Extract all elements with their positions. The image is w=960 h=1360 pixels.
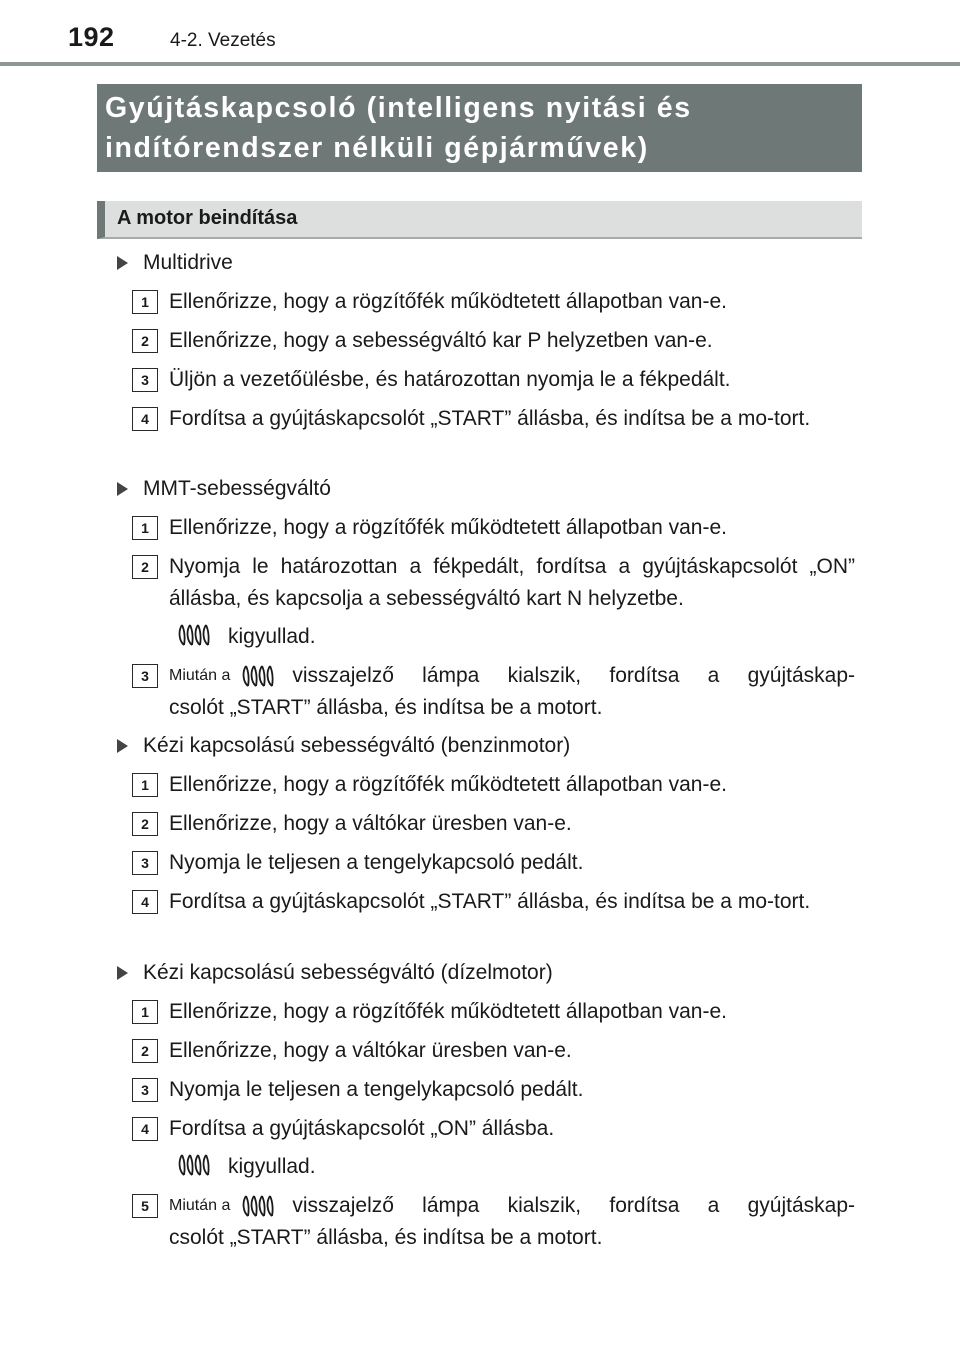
indicator-note: kigyullad. [172,1151,316,1183]
triangle-bullet-icon [117,256,128,270]
step-number-badge: 4 [132,407,158,431]
step-number-badge: 5 [132,1194,158,1218]
glow-plug-indicator-icon [172,622,220,648]
step-number-badge: 3 [132,1078,158,1102]
subheading-bar [97,201,862,239]
step-text: Ellenőrizze, hogy a rögzítőfék működtetett állapotban van-e. [169,516,727,539]
step-text: Nyomja le határozottan a fékpedált, fordítsa a gyújtáskapcsolót „ON” állásba, és kapcsolja a sebességváltó kart N helyzetbe. [169,555,855,610]
step-text: Nyomja le teljesen a tengelykapcsoló pedált. [169,1078,584,1101]
step-text-line: Miután a visszajelző lámpa kialszik, fordítsa a gyújtáskap- [169,664,855,687]
subheading: A motor beindítása [117,207,298,229]
step-text-continued: csolót „START” állásba, és indítsa be a motort. [169,696,603,719]
page-header [0,0,960,64]
step-number-badge: 2 [132,329,158,353]
step-number-badge: 3 [132,664,158,688]
section-heading-manual-petrol: Kézi kapcsolású sebességváltó (benzinmotor) [117,730,570,762]
step-text: Fordítsa a gyújtáskapcsolót „START” állásba, és indítsa be a mo-tort. [169,890,811,913]
step-text: Nyomja le teljesen a tengelykapcsoló pedált. [169,851,584,874]
triangle-bullet-icon [117,482,128,496]
step-text: Fordítsa a gyújtáskapcsolót „ON” állásba. [169,1117,555,1140]
step-text: Ellenőrizze, hogy a rögzítőfék működtetett állapotban van-e. [169,1000,727,1023]
step-number-badge: 1 [132,516,158,540]
step-text: Ellenőrizze, hogy a váltókar üresben van-e. [169,812,572,835]
step-number-badge: 1 [132,773,158,797]
triangle-bullet-icon [117,966,128,980]
indicator-note: kigyullad. [172,621,316,653]
step-text: Üljön a vezetőülésbe, és határozottan nyomja le a fékpedált. [169,368,731,391]
section-heading-mmt: MMT-sebességváltó [117,473,331,505]
step-number-badge: 4 [132,890,158,914]
step-number-badge: 1 [132,1000,158,1024]
glow-plug-indicator-icon [172,1152,220,1178]
section-label: 4-2. Vezetés [170,30,276,51]
title-line-2: indítórendszer nélküli gépjárművek) [105,132,649,164]
step-text: Ellenőrizze, hogy a rögzítőfék működtetett állapotban van-e. [169,290,727,313]
step-text-continued: csolót „START” állásba, és indítsa be a motort. [169,1226,603,1249]
section-heading-multidrive: Multidrive [117,247,233,279]
page-number: 192 [68,22,115,52]
title-line-1: Gyújtáskapcsoló (intelligens nyitási és [105,92,692,124]
step-text-line: Miután a visszajelző lámpa kialszik, fordítsa a gyújtáskap- [169,1194,855,1217]
step-number-badge: 2 [132,812,158,836]
step-number-badge: 3 [132,368,158,392]
step-number-badge: 4 [132,1117,158,1141]
step-number-badge: 3 [132,851,158,875]
triangle-bullet-icon [117,739,128,753]
step-number-badge: 2 [132,555,158,579]
step-number-badge: 2 [132,1039,158,1063]
step-text: Ellenőrizze, hogy a rögzítőfék működtetett állapotban van-e. [169,773,727,796]
step-text: Fordítsa a gyújtáskapcsolót „START” állásba, és indítsa be a mo-tort. [169,407,811,430]
header-rule [0,62,960,66]
page-title [97,84,862,172]
step-number-badge: 1 [132,290,158,314]
glow-plug-indicator-icon [236,663,284,689]
section-heading-manual-diesel: Kézi kapcsolású sebességváltó (dízelmotor) [117,957,553,989]
step-text: Ellenőrizze, hogy a sebességváltó kar P helyzetben van-e. [169,329,713,352]
glow-plug-indicator-icon [236,1193,284,1219]
step-text: Ellenőrizze, hogy a váltókar üresben van-e. [169,1039,572,1062]
